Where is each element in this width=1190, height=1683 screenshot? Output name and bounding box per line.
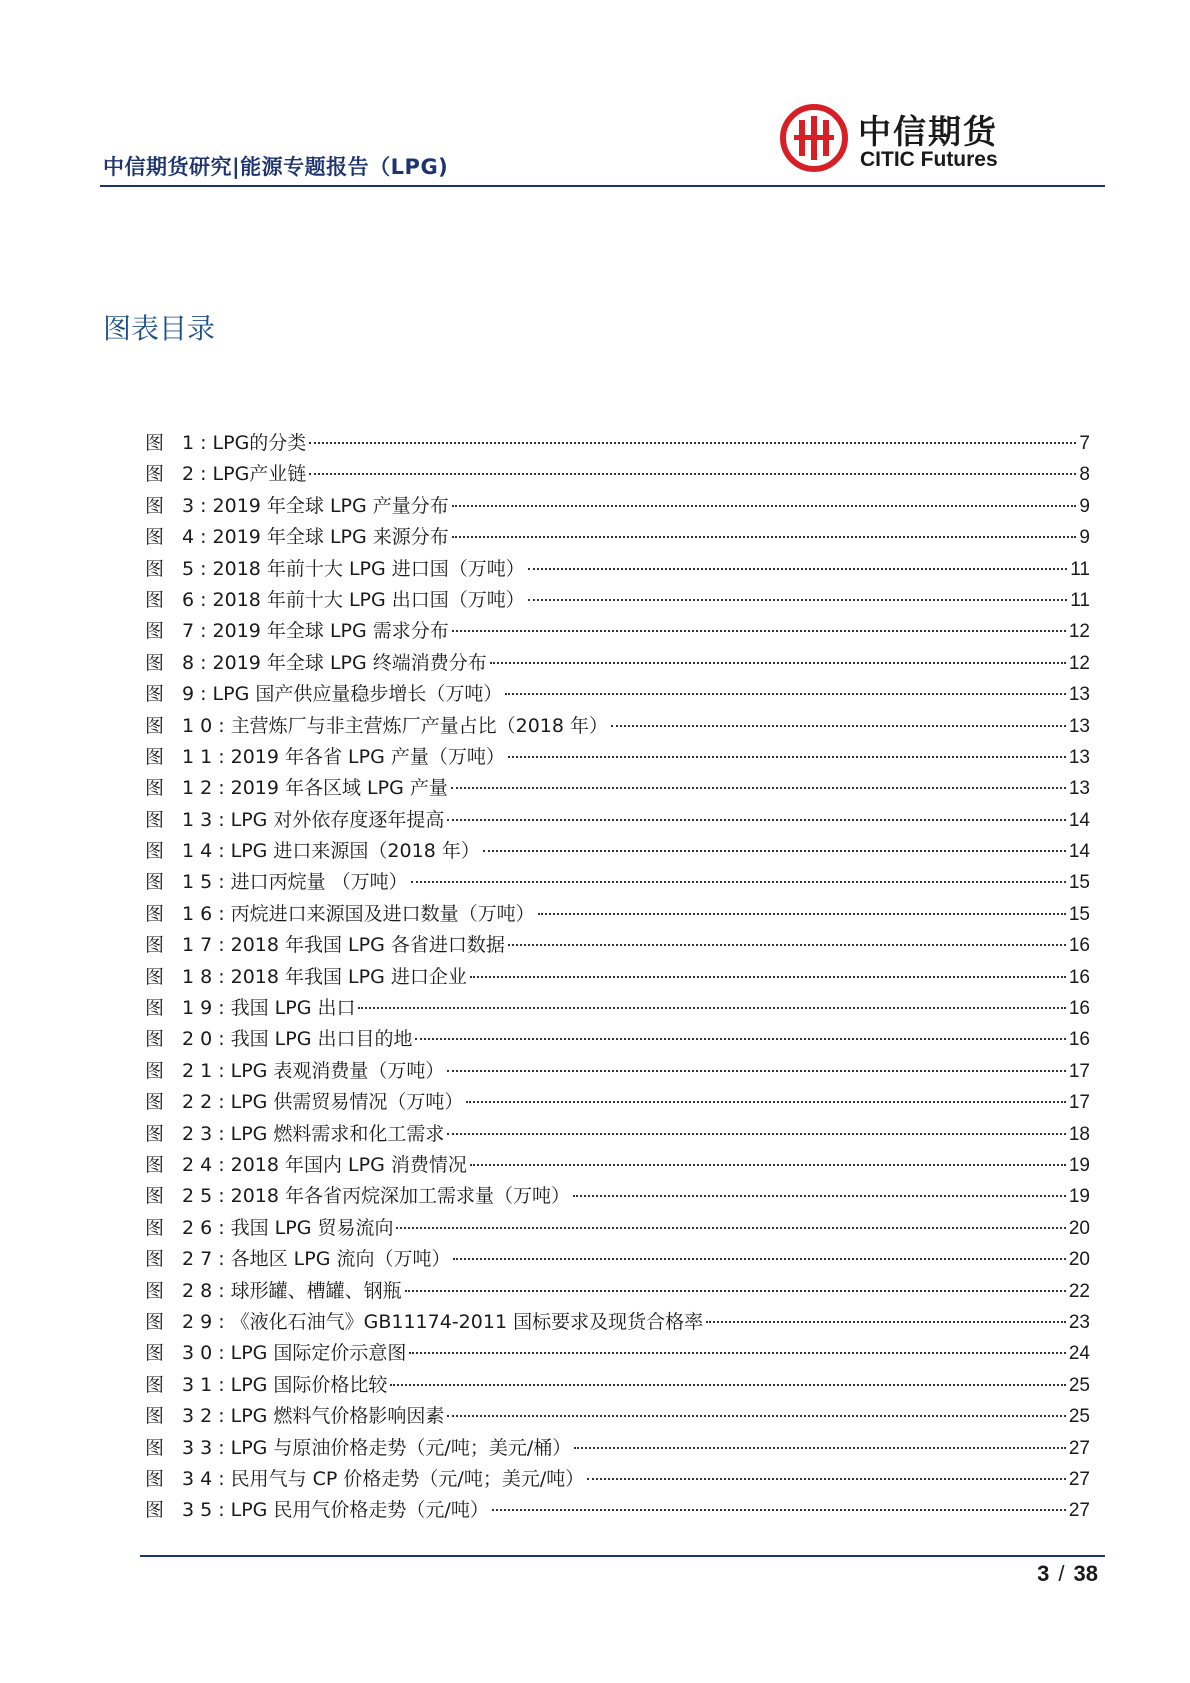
toc-entry[interactable] [145, 585, 1090, 616]
toc-entry-label [145, 773, 448, 800]
toc-entry-prefix: 图 15: [145, 871, 231, 894]
toc-entry-label [145, 1213, 393, 1240]
report-header-title: 中信期货研究|能源专题报告（LPG) [103, 155, 449, 179]
page-separator: / [1058, 1561, 1065, 1586]
toc-entry[interactable] [145, 522, 1090, 553]
toc-entry-title: LPG 对外依存度逐年提高 [230, 808, 445, 831]
toc-entry[interactable] [145, 1150, 1090, 1181]
toc-entry-title: LPG 燃料气价格影响因素 [230, 1405, 445, 1428]
citic-futures-logo [780, 102, 1020, 182]
toc-entry-prefix: 图 20: [145, 1028, 231, 1051]
toc-entry-label [145, 1087, 463, 1114]
toc-entry-prefix: 图 25: [145, 1185, 231, 1208]
toc-entry[interactable] [145, 1244, 1090, 1275]
toc-entry-title: LPG 国际价格比较 [230, 1373, 388, 1396]
toc-entry[interactable] [145, 1213, 1090, 1244]
toc-entry-page: 18 [1068, 1123, 1090, 1145]
toc-entry-title: LPG 国际定价示意图 [230, 1342, 407, 1365]
toc-entry-page: 27 [1068, 1437, 1090, 1459]
toc-entry-label [145, 648, 487, 675]
toc-entry-page: 12 [1068, 652, 1090, 674]
toc-entry-prefix: 图 35: [145, 1499, 231, 1522]
toc-entry-prefix: 图 11: [145, 745, 231, 768]
toc-entry-label [145, 679, 502, 706]
toc-entry-title: 2018 年前十大 LPG 出口国（万吨） [212, 588, 525, 611]
toc-entry-title: LPG 与原油价格走势（元/吨；美元/桶） [230, 1436, 572, 1459]
toc-dot-leader [492, 1509, 1066, 1511]
toc-entry-title: LPG 民用气价格走势（元/吨） [230, 1499, 489, 1522]
toc-entry-title: 2018 年国内 LPG 消费情况 [230, 1153, 467, 1176]
toc-entry-label [145, 899, 535, 926]
toc-entry-label [145, 585, 525, 612]
toc-entry-prefix: 图 12: [145, 777, 231, 800]
toc-dot-leader [396, 1227, 1065, 1229]
toc-entry-page: 22 [1068, 1280, 1090, 1302]
toc-entry-label [145, 1433, 571, 1460]
toc-entry-prefix: 图 21: [145, 1059, 231, 1082]
toc-dot-leader [409, 1352, 1065, 1354]
toc-entry[interactable] [145, 428, 1090, 459]
toc-entry[interactable] [145, 993, 1090, 1024]
toc-entry-prefix: 图 13: [145, 808, 231, 831]
toc-dot-leader [470, 1164, 1066, 1166]
toc-entry-title: LPG 供需贸易情况（万吨） [230, 1091, 464, 1114]
toc-entry-page: 27 [1068, 1468, 1090, 1490]
toc-dot-leader [538, 913, 1066, 915]
toc-entry-label [145, 1401, 444, 1428]
toc-dot-leader [505, 693, 1066, 695]
toc-dot-leader [528, 568, 1067, 570]
toc-entry-label [145, 522, 449, 549]
toc-entry-prefix: 图 4: [145, 526, 213, 549]
toc-entry-title: 丙烷进口来源国及进口数量（万吨） [230, 902, 535, 925]
toc-entry-page: 9 [1079, 527, 1090, 549]
toc-entry-title: 2019 年全球 LPG 产量分布 [212, 494, 449, 517]
toc-entry[interactable] [145, 1276, 1090, 1307]
toc-entry-page: 17 [1068, 1060, 1090, 1082]
toc-entry-prefix: 图 10: [145, 714, 231, 737]
toc-entry-title: LPG 表观消费量（万吨） [230, 1059, 445, 1082]
toc-entry[interactable] [145, 1401, 1090, 1432]
toc-entry-label [145, 1181, 570, 1208]
toc-entry-prefix: 图 34: [145, 1467, 231, 1490]
toc-entry-label [145, 742, 505, 769]
toc-entry[interactable] [145, 711, 1090, 742]
toc-entry-label [145, 930, 505, 957]
toc-entry-prefix: 图 18: [145, 965, 231, 988]
toc-entry-label [145, 616, 449, 643]
toc-entry-title: 我国 LPG 出口 [230, 997, 356, 1020]
toc-entry-prefix: 图 28: [145, 1279, 231, 1302]
toc-entry-prefix: 图 7: [145, 620, 213, 643]
toc-entry-label [145, 993, 355, 1020]
toc-entry-page: 13 [1068, 746, 1090, 768]
toc-dot-leader [447, 1415, 1065, 1417]
toc-entry-label [145, 805, 444, 832]
toc-heading: 图表目录 [103, 312, 216, 345]
toc-entry-page: 11 [1070, 558, 1090, 580]
toc-entry[interactable] [145, 1056, 1090, 1087]
toc-entry-prefix: 图 30: [145, 1342, 231, 1365]
toc-entry-page: 11 [1070, 589, 1090, 611]
toc-dot-leader [452, 536, 1077, 538]
toc-entry[interactable] [145, 1338, 1090, 1369]
toc-entry-prefix: 图 17: [145, 934, 231, 957]
toc-entry-prefix: 图 9: [145, 683, 213, 706]
toc-entry-prefix: 图 22: [145, 1091, 231, 1114]
toc-entry[interactable] [145, 1464, 1090, 1495]
toc-dot-leader [447, 1070, 1065, 1072]
toc-entry-prefix: 图 8: [145, 651, 213, 674]
toc-entry[interactable] [145, 616, 1090, 647]
toc-entry-page: 13 [1068, 684, 1090, 706]
toc-entry-page: 20 [1068, 1249, 1090, 1271]
toc-entry[interactable] [145, 867, 1090, 898]
toc-entry-label [145, 1276, 402, 1303]
toc-dot-leader [453, 1258, 1065, 1260]
toc-entry-title: LPG 燃料需求和化工需求 [230, 1122, 445, 1145]
header-divider [100, 185, 1105, 187]
toc-entry-title: 主营炼厂与非主营炼厂产量占比（2018 年） [230, 714, 609, 737]
toc-entry-title: 2019 年全球 LPG 来源分布 [212, 526, 449, 549]
toc-dot-leader [358, 1007, 1065, 1009]
toc-entry-label [145, 1464, 584, 1491]
toc-entry-title: LPG产业链 [212, 463, 307, 486]
toc-entry-label [145, 1150, 467, 1177]
toc-entry-page: 14 [1068, 841, 1090, 863]
toc-entry-page: 24 [1068, 1343, 1090, 1365]
current-page: 3 [1037, 1561, 1050, 1586]
toc-entry-page: 16 [1068, 998, 1090, 1020]
footer-divider [140, 1555, 1105, 1557]
toc-entry-label [145, 711, 608, 738]
toc-dot-leader [452, 630, 1066, 632]
toc-entry[interactable] [145, 930, 1090, 961]
toc-dot-leader [470, 976, 1066, 978]
toc-entry-page: 16 [1068, 935, 1090, 957]
toc-entry-prefix: 图 26: [145, 1216, 231, 1239]
toc-entry-label [145, 491, 449, 518]
toc-dot-leader [452, 505, 1077, 507]
toc-entry-page: 20 [1068, 1217, 1090, 1239]
toc-entry-prefix: 图 29: [145, 1310, 231, 1333]
toc-dot-leader [451, 787, 1066, 789]
toc-dot-leader [490, 662, 1066, 664]
toc-entry[interactable] [145, 773, 1090, 804]
toc-entry-title: 球形罐、槽罐、钢瓶 [230, 1279, 402, 1302]
toc-dot-leader [574, 1447, 1066, 1449]
toc-dot-leader [415, 1038, 1065, 1040]
toc-entry-page: 27 [1068, 1500, 1090, 1522]
toc-entry-prefix: 图 1: [145, 432, 213, 454]
toc-entry-prefix: 图 27: [145, 1248, 231, 1271]
toc-entry-page: 15 [1068, 872, 1090, 894]
logo-english-name: CITIC Futures [860, 148, 998, 171]
toc-entry-prefix: 图 16: [145, 902, 231, 925]
toc-dot-leader [508, 756, 1066, 758]
toc-dot-leader [528, 599, 1067, 601]
toc-entry-page: 7 [1079, 433, 1090, 454]
toc-entry-label [145, 1370, 387, 1397]
toc-entry[interactable] [145, 1087, 1090, 1118]
toc-dot-leader [508, 944, 1066, 946]
toc-entry-label [145, 836, 480, 863]
toc-entry-label [145, 428, 306, 455]
toc-entry-page: 19 [1068, 1154, 1090, 1176]
toc-entry-page: 12 [1068, 621, 1090, 643]
toc-dot-leader [411, 881, 1066, 883]
toc-entry-prefix: 图 6: [145, 588, 213, 611]
toc-entry[interactable] [145, 1495, 1090, 1526]
toc-entry-title: 2019 年全球 LPG 终端消费分布 [212, 651, 487, 674]
toc-entry-title: 各地区 LPG 流向（万吨） [230, 1248, 451, 1271]
toc-entry[interactable] [145, 742, 1090, 773]
toc-entry[interactable] [145, 648, 1090, 679]
toc-entry-prefix: 图 24: [145, 1153, 231, 1176]
toc-entry-page: 19 [1068, 1186, 1090, 1208]
toc-entry-page: 9 [1079, 495, 1090, 517]
toc-entry-title: LPG的分类 [212, 432, 307, 454]
toc-entry-title: 2019 年各区域 LPG 产量 [230, 777, 448, 800]
toc-entry-label [145, 1244, 450, 1271]
toc-entry[interactable] [145, 1119, 1090, 1150]
toc-dot-leader [447, 819, 1065, 821]
toc-entry-prefix: 图 3: [145, 494, 213, 517]
toc-entry-prefix: 图 32: [145, 1405, 231, 1428]
toc-entry-prefix: 图 19: [145, 997, 231, 1020]
toc-dot-leader [706, 1321, 1066, 1323]
toc-entry-page: 8 [1079, 464, 1090, 486]
toc-entry[interactable] [145, 1181, 1090, 1212]
citic-logo-icon [780, 104, 848, 172]
toc-entry-page: 17 [1068, 1092, 1090, 1114]
toc-entry-label [145, 459, 306, 486]
toc-dot-leader [309, 442, 1076, 444]
toc-entry-title: 我国 LPG 出口目的地 [230, 1028, 413, 1051]
toc-entry-label [145, 1056, 444, 1083]
toc-dot-leader [466, 1101, 1065, 1103]
toc-entry-title: 2019 年各省 LPG 产量（万吨） [230, 745, 505, 768]
toc-dot-leader [309, 473, 1076, 475]
toc-entry[interactable] [145, 1433, 1090, 1464]
toc-dot-leader [573, 1195, 1066, 1197]
page-number [1037, 1561, 1098, 1587]
toc-entry-title: 《液化石油气》GB11174-2011 国标要求及现货合格率 [230, 1310, 704, 1333]
toc-entry[interactable] [145, 459, 1090, 490]
toc-entry-title: 2018 年前十大 LPG 进口国（万吨） [212, 557, 525, 580]
toc-dot-leader [611, 725, 1066, 727]
toc-dot-leader [587, 1478, 1066, 1480]
toc-entry-page: 13 [1068, 715, 1090, 737]
toc-entry-label [145, 867, 408, 894]
toc-dot-leader [390, 1384, 1065, 1386]
toc-entry-label [145, 554, 525, 581]
toc-entry-prefix: 图 2: [145, 463, 213, 486]
toc-entry-title: 2018 年各省丙烷深加工需求量（万吨） [230, 1185, 571, 1208]
toc-entry[interactable] [145, 1307, 1090, 1338]
toc-dot-leader [447, 1133, 1065, 1135]
toc-entry-prefix: 图 5: [145, 557, 213, 580]
toc-entry-label [145, 1495, 489, 1522]
toc-entry-page: 16 [1068, 966, 1090, 988]
toc-dot-leader [483, 850, 1066, 852]
toc-entry[interactable] [145, 491, 1090, 522]
toc-entry-page: 25 [1068, 1406, 1090, 1428]
toc-entry-page: 25 [1068, 1374, 1090, 1396]
toc-entry-prefix: 图 33: [145, 1436, 231, 1459]
toc-list [145, 428, 1090, 1527]
toc-entry-title: 2018 年我国 LPG 各省进口数据 [230, 934, 505, 957]
toc-entry-label [145, 962, 467, 989]
toc-entry-title: LPG 进口来源国（2018 年） [230, 840, 480, 863]
toc-entry-label [145, 1119, 444, 1146]
toc-entry-page: 13 [1068, 778, 1090, 800]
toc-entry-prefix: 图 23: [145, 1122, 231, 1145]
toc-entry-title: 2019 年全球 LPG 需求分布 [212, 620, 449, 643]
toc-entry-prefix: 图 14: [145, 840, 231, 863]
toc-entry-label [145, 1338, 406, 1365]
toc-entry-label [145, 1024, 412, 1051]
toc-dot-leader [405, 1290, 1066, 1292]
toc-entry[interactable] [145, 836, 1090, 867]
toc-entry-label [145, 1307, 703, 1334]
toc-entry[interactable] [145, 554, 1090, 585]
toc-entry[interactable] [145, 1024, 1090, 1055]
toc-entry-title: LPG 国产供应量稳步增长（万吨） [212, 683, 503, 706]
toc-entry[interactable] [145, 899, 1090, 930]
toc-entry-title: 进口丙烷量 （万吨） [230, 871, 408, 894]
logo-chinese-name: 中信期货 [858, 112, 998, 151]
toc-entry-prefix: 图 31: [145, 1373, 231, 1396]
total-pages: 38 [1073, 1561, 1098, 1586]
toc-entry-page: 14 [1068, 809, 1090, 831]
toc-entry-page: 15 [1068, 903, 1090, 925]
toc-entry[interactable] [145, 805, 1090, 836]
toc-entry-title: 2018 年我国 LPG 进口企业 [230, 965, 467, 988]
toc-entry-page: 16 [1068, 1029, 1090, 1051]
toc-entry-page: 23 [1068, 1311, 1090, 1333]
toc-entry[interactable] [145, 962, 1090, 993]
toc-entry-title: 我国 LPG 贸易流向 [230, 1216, 394, 1239]
toc-entry[interactable] [145, 679, 1090, 710]
toc-entry[interactable] [145, 1370, 1090, 1401]
toc-entry-title: 民用气与 CP 价格走势（元/吨；美元/吨） [230, 1467, 585, 1490]
